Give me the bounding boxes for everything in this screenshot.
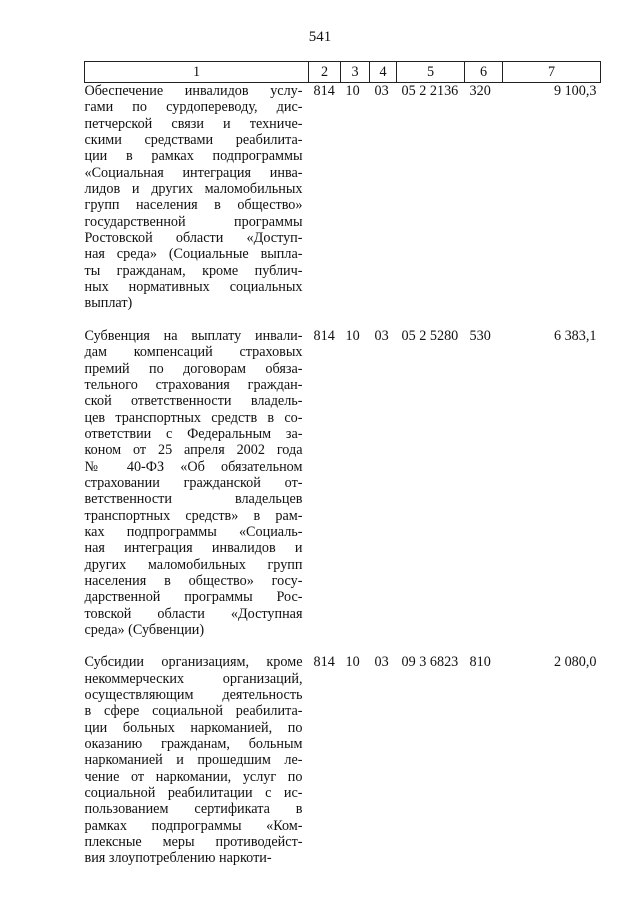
- description-line: выплат): [84, 295, 133, 312]
- description-line: вия злоупотреблению наркоти-: [84, 850, 272, 867]
- description-line: товской области «Доступная: [84, 605, 303, 622]
- table-row: [85, 654, 601, 866]
- header-col-4: 4: [370, 62, 397, 83]
- description-line: осуществляющим деятельность: [84, 687, 303, 704]
- description-line: пользованием сертификата в: [84, 801, 303, 818]
- row-amount: 2 080,0: [553, 654, 597, 671]
- description-line: среда» (Субвенции): [84, 622, 205, 638]
- description-line: ции в рамках подпрограммы: [84, 148, 303, 165]
- description-line: ных нормативных социальных: [84, 279, 303, 296]
- row-subsection-code: 03: [374, 654, 389, 671]
- row-expense-type-code: 530: [469, 327, 491, 344]
- description-line: других маломобильных групп: [84, 556, 303, 573]
- row-section-code: 10: [345, 654, 360, 671]
- description-line: лидов и других маломобильных: [84, 181, 303, 198]
- row-ministry-code: 814: [313, 327, 335, 344]
- row-subsection-code: 03: [374, 83, 389, 99]
- table-row: [85, 83, 601, 328]
- description-line: некоммерческих организаций,: [84, 670, 303, 687]
- row-expense-type-code: 810: [469, 654, 491, 671]
- description-line: ты гражданам, кроме публич-: [84, 262, 303, 279]
- row-section-code: 10: [345, 83, 360, 99]
- description-line: плексные меры противодейст-: [84, 834, 303, 851]
- description-line: государственной программы: [84, 213, 303, 230]
- table-header-row: [85, 62, 601, 83]
- table-body: [85, 83, 601, 867]
- description-line: ках подпрограммы «Социаль-: [84, 523, 303, 540]
- description-line: коном от 25 апреля 2002 года: [84, 442, 303, 459]
- description-line: Обеспечение инвалидов услу-: [84, 83, 303, 99]
- description-line: социальной реабилитации с ис-: [84, 785, 303, 802]
- description-line: Ростовской области «Доступ-: [84, 230, 303, 247]
- description-line: ции больных наркоманией, по: [84, 719, 303, 736]
- description-line: дам компенсаций страховых: [84, 344, 303, 361]
- description-line: наркоманией и прошедшим ле-: [84, 752, 303, 769]
- description-line: Субсидии организациям, кроме: [84, 654, 303, 671]
- row-target-code: 09 3 6823: [401, 654, 459, 671]
- row-amount: 9 100,3: [553, 83, 597, 99]
- row-description: [85, 83, 309, 328]
- description-line: ской ответственности владель-: [84, 393, 303, 410]
- description-line: гами по сурдопереводу, дис-: [84, 99, 303, 116]
- description-line: цев транспортных средств в со-: [84, 409, 303, 426]
- description-line: рамках подпрограммы «Ком-: [84, 817, 303, 834]
- description-line: чение от наркомании, услуг по: [84, 768, 303, 785]
- row-expense-type-code: 320: [469, 83, 491, 99]
- row-ministry-code: 814: [313, 654, 335, 671]
- header-col-3: 3: [341, 62, 370, 83]
- description-line: ответствии с Федеральным за-: [84, 425, 303, 442]
- description-line: скими средствами реабилита-: [84, 132, 303, 149]
- description-line: «Социальная интеграция инва-: [84, 164, 303, 181]
- description-line: групп населения в общество»: [84, 197, 303, 214]
- page-number: 541: [308, 29, 332, 45]
- row-target-code: 05 2 2136: [401, 83, 459, 99]
- row-subsection-code: 03: [374, 327, 389, 344]
- header-col-6: 6: [465, 62, 503, 83]
- description-line: Субвенция на выплату инвали-: [84, 327, 303, 344]
- description-line: транспортных средств» в рам-: [84, 507, 303, 524]
- description-line: № 40-ФЗ «Об обязательном: [84, 458, 303, 475]
- row-ministry-code: 814: [313, 83, 335, 99]
- header-col-5: 5: [397, 62, 465, 83]
- description-line: петчерской связи и техниче-: [84, 115, 303, 132]
- header-col-1: 1: [85, 62, 309, 83]
- row-amount: 6 383,1: [553, 327, 597, 344]
- description-line: в сфере социальной реабилита-: [84, 703, 303, 720]
- description-line: ветственности владельцев: [84, 491, 303, 508]
- header-col-2: 2: [309, 62, 341, 83]
- description-line: оказанию гражданам, больным: [84, 736, 303, 753]
- budget-table: [84, 61, 601, 867]
- header-col-7: 7: [503, 62, 601, 83]
- row-target-code: 05 2 5280: [401, 327, 459, 344]
- row-description: [85, 654, 309, 866]
- description-line: тельного страхования граждан-: [84, 376, 303, 393]
- description-line: ная интеграция инвалидов и: [84, 540, 303, 557]
- description-line: населения в общество» госу-: [84, 572, 303, 589]
- table-row: [85, 328, 601, 655]
- description-line: дарственной программы Рос-: [84, 589, 303, 606]
- row-section-code: 10: [345, 327, 360, 344]
- description-line: страховании гражданской от-: [84, 474, 303, 491]
- description-line: премий по договорам обяза-: [84, 360, 303, 377]
- description-line: ная среда» (Социальные выпла-: [84, 246, 303, 263]
- row-description: [85, 328, 309, 655]
